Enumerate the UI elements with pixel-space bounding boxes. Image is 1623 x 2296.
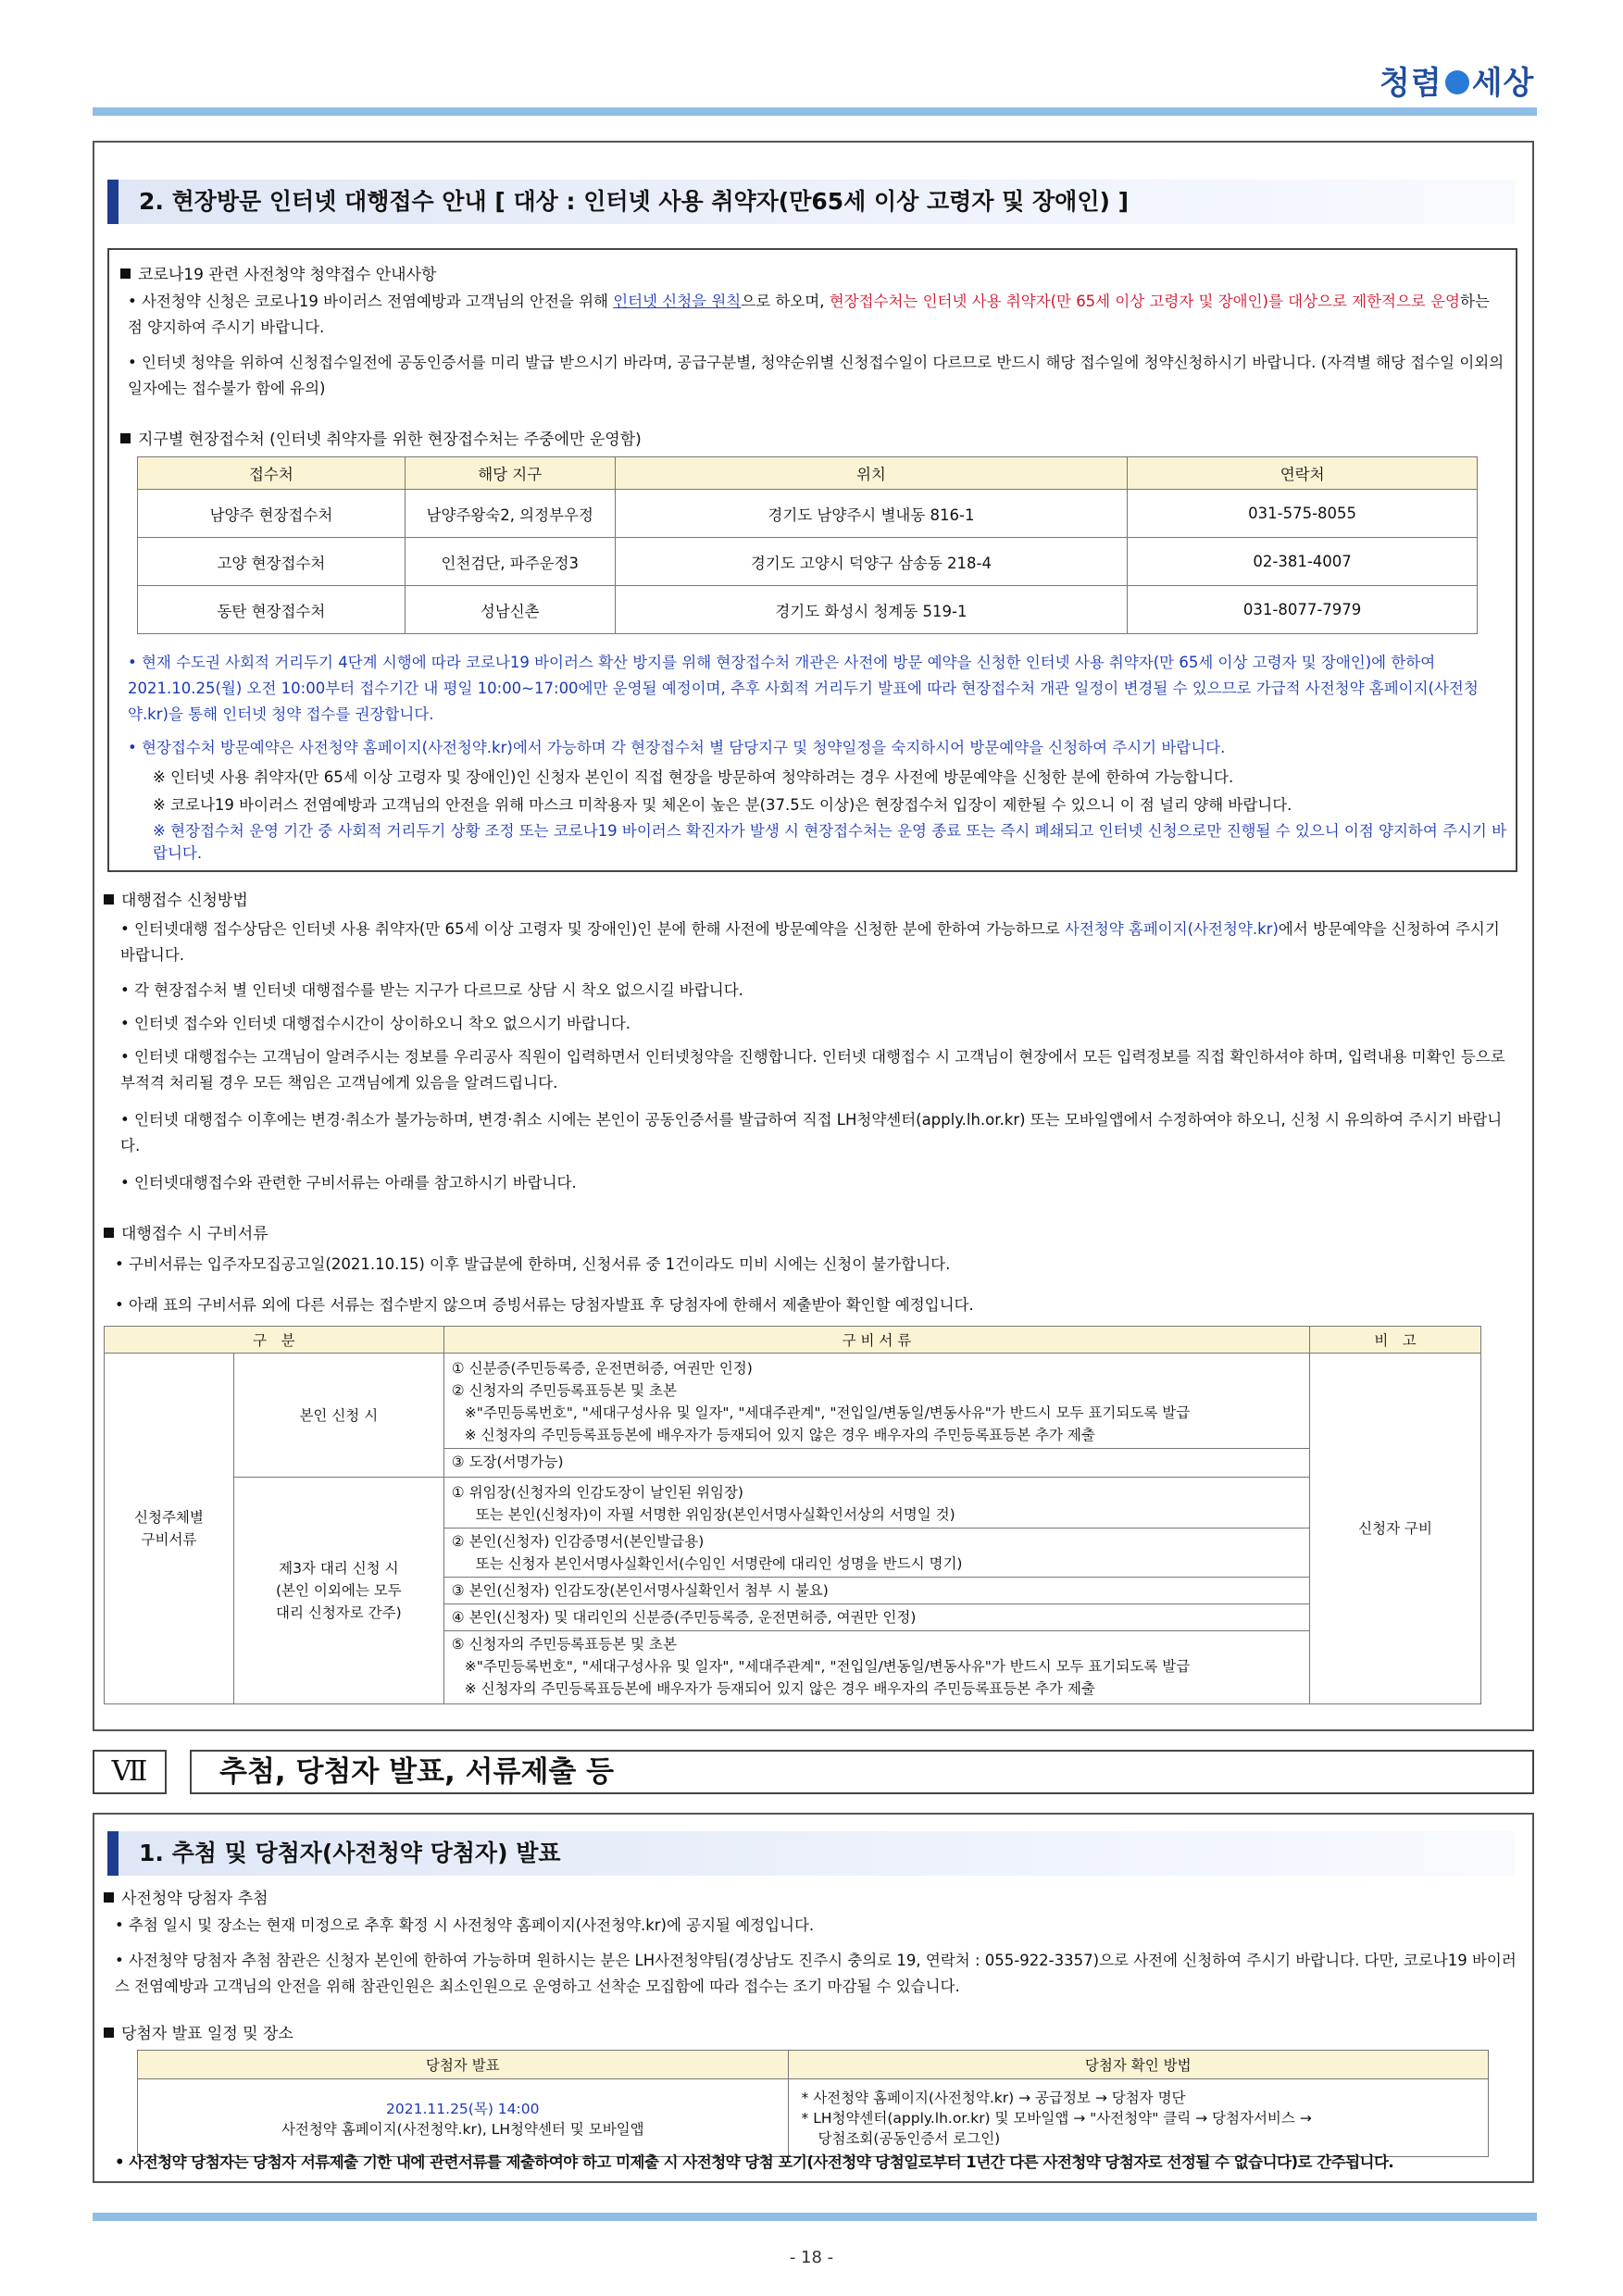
region-table [137,456,1478,634]
docs-note-cell: 신청자 구비 [1310,1354,1481,1704]
docs-th-documents: 구 비 서 류 [443,1327,1309,1354]
page-number: - 18 - [789,2248,834,2267]
announce-th-method: 당첨자 확인 방법 [788,2051,1488,2079]
docs-th-remarks: 비 고 [1310,1327,1481,1354]
notice-note-1: ※ 인터넷 사용 취약자(만 65세 이상 고령자 및 장애인)인 신청자 본인이 직접 현장을 방문하여 청약하려는 경우 사전에 방문예약을 신청한 분에 한하여 가능합니다. [153,768,1234,786]
chapter-title: 추첨, 당첨자 발표, 서류제출 등 [190,1750,1534,1794]
docs-proxy-list: ① 위임장(신청자의 인감도장이 날인된 위임장) 또는 본인(신청자)이 자필 서명한 위임장(본인서명사실확인서상의 서명일 것) ② 본인(신청자) 인감증명서(본인발급용) 또는 신청자 본인서명사실확인서(수임인 서명란에 대리인 성명을 반드시 명기) ③ 본인(신청자) 인감도장(본인서명사실확인서 첨부 시 불요) ④ 본인(신청자) 및 대리인의 신분증(주민등록증, 운전면허증, 여권만 인정) ⑤ 신청자의 주민등록표등본 및 초본 ※"주민등록번호", "세대구성사유 및 일자", "세대주관계", "전입일/변동일/변동사유"가 반드시 모두 표기되도록 발급 ※ 신청자의 주민등록표등본에 배우자가 등재되어 있지 않은 경우 배우자의 주민등록표등본 추가 제출 [443,1478,1309,1704]
docs-self-cell: 본인 신청 시 [233,1354,443,1478]
announce-th-date: 당첨자 발표 [138,2051,789,2079]
notice-note-2: ※ 코로나19 바이러스 전염예방과 고객님의 안전을 위해 마스크 미착용자 및 체온이 높은 분(37.5도 이상)은 현장접수처 입장이 제한될 수 있으니 이 점 널리 양해 바랍니다. [153,796,1292,814]
docs-proxy-cell: 제3자 대리 신청 시 (본인 이외에는 모두 대리 신청자로 간주) [233,1478,443,1704]
table-row: 남양주 현장접수처 남양주왕숙2, 의정부우정 경기도 남양주시 별내동 816-1 031-575-8055 [138,490,1478,538]
section2-title: 2. 현장방문 인터넷 대행접수 안내 [ 대상 : 인터넷 사용 취약자(만65세 이상 고령자 및 장애인) ] [139,188,1130,215]
final-note: • 사전청약 당첨자는 당첨자 서류제출 기한 내에 관련서류를 제출하여야 하고 미제출 시 사전청약 당첨 포기(사전청약 당첨일로부터 1년간 다른 사전청약 당첨자로 선정될 수 없습니다)로 간주됩니다. [115,2153,1394,2171]
notice-bullet-1: • 현재 수도권 사회적 거리두기 4단계 시행에 따라 코로나19 바이러스 확산 방지를 위해 현장접수처 개관은 사전에 방문 예약을 신청한 인터넷 사용 취약자(만 65세 이상 고령자 및 장애인)에 한하여 2021.10.25(월) 오전 10:00부터 접수기간 내 평일 10:00~17:00에만 운영될 예정이며, 추후 사회적 거리두기 발표에 따라 현장접수처 개관 일정이 변경될 수 있으므로 가급적 사전청약 홈페이지(사전청약.kr)을 통해 인터넷 청약 접수를 권장합니다. [128,654,1479,723]
method-bullet-3: • 인터넷 접수와 인터넷 대행접수시간이 상이하오니 착오 없으시기 바랍니다. [120,1015,631,1032]
docs-heading: 대행접수 시 구비서류 [104,1220,268,1243]
covid-heading: 코로나19 관련 사전청약 청약접수 안내사항 [120,261,436,284]
section2-title-bar [107,180,1515,224]
logo: 청렴 세상 [1380,65,1535,102]
method-bullet-5: • 인터넷 대행접수 이후에는 변경·취소가 불가능하며, 변경·취소 시에는 본인이 공동인증서를 발급하여 직접 LH청약센터(apply.lh.or.kr) 또는 모바일앱에서 수정하여야 하오니, 신청 시 유의하여 주시기 바랍니다. [120,1111,1503,1154]
section1-title: 1. 추첨 및 당첨자(사전청약 당첨자) 발표 [139,1840,561,1866]
table-row: 동탄 현장접수처 성남신촌 경기도 화성시 청계동 519-1 031-8077-7979 [138,586,1478,634]
section1-title-bar [107,1831,1515,1876]
method-bullet-4: • 인터넷 대행접수는 고객님이 알려주시는 정보를 우리공사 직원이 입력하면서 인터넷청약을 진행합니다. 인터넷 대행접수 시 고객님이 현장에서 모든 입력정보를 직접 확인하셔야 하며, 입력내용 미확인 등으로 부적격 처리될 경우 모든 책임은 고객님에게 있음을 알려드립니다. [120,1048,1505,1092]
announce-method-cell: * 사전청약 홈페이지(사전청약.kr) → 공급정보 → 당첨자 명단 * LH청약센터(apply.lh.or.kr) 및 모바일앱 → "사전청약" 클릭 → 당첨자서비스 → 당첨조회(공동인증서 로그인) [788,2079,1488,2157]
region-heading: 지구별 현장접수처 (인터넷 취약자를 위한 현장접수처는 주중에만 운영함) [120,426,642,449]
docs-table [104,1326,1481,1704]
region-th-location: 위치 [615,457,1128,490]
announce-heading: 당첨자 발표 일정 및 장소 [104,2020,293,2043]
region-th-office: 접수처 [138,457,406,490]
announce-table [137,2050,1489,2157]
docs-self-list: ① 신분증(주민등록증, 운전면허증, 여권만 인정) ② 신청자의 주민등록표등본 및 초본 ※"주민등록번호", "세대구성사유 및 일자", "세대주관계", "전입일/변동일/변동사유"가 반드시 모두 표기되도록 발급 ※ 신청자의 주민등록표등본에 배우자가 등재되어 있지 않은 경우 배우자의 주민등록표등본 추가 제출 ③ 도장(서명가능) [443,1354,1309,1478]
docs-bullet-2: • 아래 표의 구비서류 외에 다른 서류는 접수받지 않으며 증빙서류는 당첨자발표 후 당첨자에 한해서 제출받아 확인할 예정입니다. [115,1296,974,1314]
docs-bullet-1: • 구비서류는 입주자모집공고일(2021.10.15) 이후 발급분에 한하며, 신청서류 중 1건이라도 미비 시에는 신청이 불가합니다. [115,1255,951,1273]
region-th-district: 해당 지구 [405,457,615,490]
method-heading: 대행접수 신청방법 [104,887,248,910]
draw-bullet-2: • 사전청약 당첨자 추첨 참관은 신청자 본인에 한하여 가능하며 원하시는 분은 LH사전청약팀(경상남도 진주시 충의로 19, 연락처 : 055-922-3357)으로 사전에 신청하여 주시기 바랍니다. 다만, 코로나19 바이러스 전염예방과 고객님의 안전을 위해 참관인원은 최소인원으로 운영하고 선착순 모집함에 따라 접수는 조기 마감될 수 있습니다. [115,1952,1517,1995]
bottom-divider [93,2213,1537,2221]
region-th-contact: 연락처 [1128,457,1478,490]
method-bullet-2: • 각 현장접수처 별 인터넷 대행접수를 받는 지구가 다르므로 상담 시 착오 없으시길 바랍니다. [120,981,743,999]
docs-th-category: 구 분 [105,1327,444,1354]
covid-bullet-1: • 사전청약 신청은 코로나19 바이러스 전염예방과 고객님의 안전을 위해 인터넷 신청을 원칙으로 하오며, 현장접수처는 인터넷 사용 취약자(만 65세 이상 고령자 및 장애인)를 대상으로 제한적으로 운영하는 점 양지하여 주시기 바랍니다. [128,293,1490,336]
announce-date-cell: 2021.11.25(목) 14:00 사전청약 홈페이지(사전청약.kr), LH청약센터 및 모바일앱 [138,2079,789,2157]
method-bullet-6: • 인터넷대행접수와 관련한 구비서류는 아래를 참고하시기 바랍니다. [120,1174,577,1192]
draw-bullet-1: • 추첨 일시 및 장소는 현재 미정으로 추후 확정 시 사전청약 홈페이지(사전청약.kr)에 공지될 예정입니다. [115,1916,815,1934]
method-bullet-1: • 인터넷대행 접수상담은 인터넷 사용 취약자(만 65세 이상 고령자 및 장애인)인 분에 한해 사전에 방문예약을 신청한 분에 한하여 가능하므로 사전청약 홈페이지(사전청약.kr)에서 방문예약을 신청하여 주시기 바랍니다. [120,920,1500,964]
draw-heading: 사전청약 당첨자 추첨 [104,1885,268,1908]
notice-bullet-2: • 현장접수처 방문예약은 사전청약 홈페이지(사전청약.kr)에서 가능하며 각 현장접수처 별 담당지구 및 청약일정을 숙지하시어 방문예약을 신청하여 주시기 바랍니다. [128,739,1226,756]
top-divider [93,107,1537,116]
covid-bullet-2: • 인터넷 청약을 위하여 신청접수일전에 공동인증서를 미리 발급 받으시기 바라며, 공급구분별, 청약순위별 신청접수일이 다르므로 반드시 해당 접수일에 청약신청하시기 바랍니다. (자격별 해당 접수일 이외의 일자에는 접수불가 함에 유의) [128,354,1504,397]
table-row: 고양 현장접수처 인천검단, 파주운정3 경기도 고양시 덕양구 삼송동 218-4 02-381-4007 [138,538,1478,586]
chapter-numeral: Ⅶ [93,1750,167,1794]
logo-emblem-icon [1445,70,1469,94]
docs-group-cell: 신청주체별 구비서류 [105,1354,234,1704]
notice-note-3: ※ 현장접수처 운영 기간 중 사회적 거리두기 상황 조정 또는 코로나19 바이러스 확진자가 발생 시 현장접수처는 운영 종료 또는 즉시 폐쇄되고 인터넷 신청으로만 진행될 수 있으니 이점 양지하여 주시기 바랍니다. [153,822,1507,862]
